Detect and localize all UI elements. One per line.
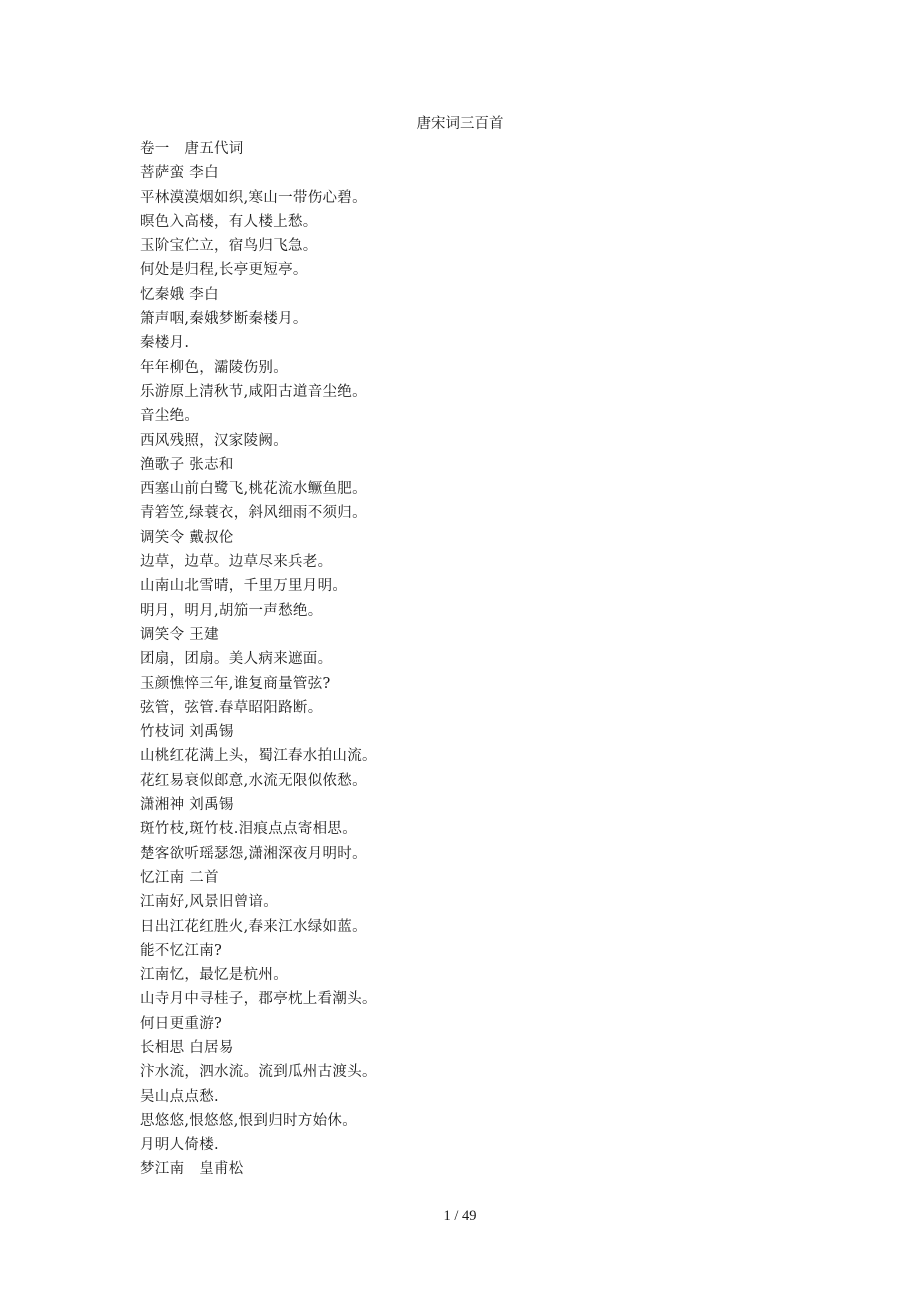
poem-title: 长相思 白居易 [140, 1039, 234, 1056]
poem-line: 暝色入高楼，有人楼上愁。 [140, 213, 318, 230]
poem-line: 花红易衰似郎意,水流无限似侬愁。 [140, 772, 367, 789]
poem-line: 山南山北雪晴，千里万里月明。 [140, 578, 348, 595]
poem-line: 江南忆，最忆是杭州。 [140, 967, 288, 984]
poem-line: 箫声咽,秦娥梦断秦楼月。 [140, 311, 308, 328]
poem-line: 山桃红花满上头，蜀江春水拍山流。 [140, 748, 377, 765]
page-number: 1 / 49 [443, 1208, 477, 1224]
poem-title: 忆秦娥 李白 [140, 286, 219, 303]
poem-title: 梦江南 皇甫松 [140, 1161, 244, 1178]
document-body [140, 137, 780, 1182]
document-title-text: 唐宋词三百首 [416, 116, 504, 132]
poem-line: 吴山点点愁. [140, 1088, 219, 1105]
poem-line: 楚客欲听瑶瑟怨,潇湘深夜月明时。 [140, 845, 367, 862]
poem-line: 年年柳色，灞陵伤别。 [140, 359, 288, 376]
poem-line: 边草，边草。边草尽来兵老。 [140, 554, 333, 571]
poem-line: 弦管，弦管.春草昭阳路断。 [140, 699, 323, 716]
poem-line: 乐游原上清秋节,咸阳古道音尘绝。 [140, 383, 367, 400]
poem-line: 江南好,风景旧曾谙。 [140, 894, 279, 911]
poem-title: 竹枝词 刘禹锡 [140, 724, 234, 741]
poem-line: 汴水流，泗水流。流到瓜州古渡头。 [140, 1064, 377, 1081]
poem-line: 秦楼月. [140, 335, 190, 352]
poem-line: 能不忆江南? [140, 942, 223, 959]
poem-title: 调笑令 戴叔伦 [140, 529, 234, 546]
page-footer [0, 1206, 920, 1226]
poem-line: 西塞山前白鹭飞,桃花流水鳜鱼肥。 [140, 481, 367, 498]
poem-line: 团扇，团扇。美人病来遮面。 [140, 651, 333, 668]
poem-line: 青箬笠,绿蓑衣，斜风细雨不须归。 [140, 505, 367, 522]
poem-title: 渔歌子 张志和 [140, 456, 234, 473]
poem-line: 音尘绝。 [140, 408, 200, 425]
poem-line: 平林漠漠烟如织,寒山一带伤心碧。 [140, 189, 367, 206]
poem-line: 西风残照，汉家陵阙。 [140, 432, 288, 449]
poem-line: 月明人倚楼. [140, 1137, 219, 1154]
poem-line: 山寺月中寻桂子，郡亭枕上看潮头。 [140, 991, 377, 1008]
poem-line: 斑竹枝,斑竹枝.泪痕点点寄相思。 [140, 821, 358, 838]
poem-line: 明月，明月,胡笳一声愁绝。 [140, 602, 323, 619]
poem-line: 日出江花红胜火,春来江水绿如蓝。 [140, 918, 367, 935]
poem-line: 何日更重游? [140, 1015, 223, 1032]
poem-line: 玉阶宝伫立，宿鸟归飞急。 [140, 238, 318, 255]
poem-title: 菩萨蛮 李白 [140, 165, 219, 182]
poem-line: 玉颜憔悴三年,谁复商量管弦? [140, 675, 331, 692]
poem-line: 何处是归程,长亭更短亭。 [140, 262, 308, 279]
poem-title: 潇湘神 刘禹锡 [140, 797, 234, 814]
poem-line: 思悠悠,恨悠悠,恨到归时方始休。 [140, 1112, 358, 1129]
poem-title: 忆江南 二首 [140, 869, 219, 886]
section-heading: 卷一 唐五代词 [140, 141, 244, 157]
poem-title: 调笑令 王建 [140, 626, 219, 643]
document-title [0, 113, 920, 135]
